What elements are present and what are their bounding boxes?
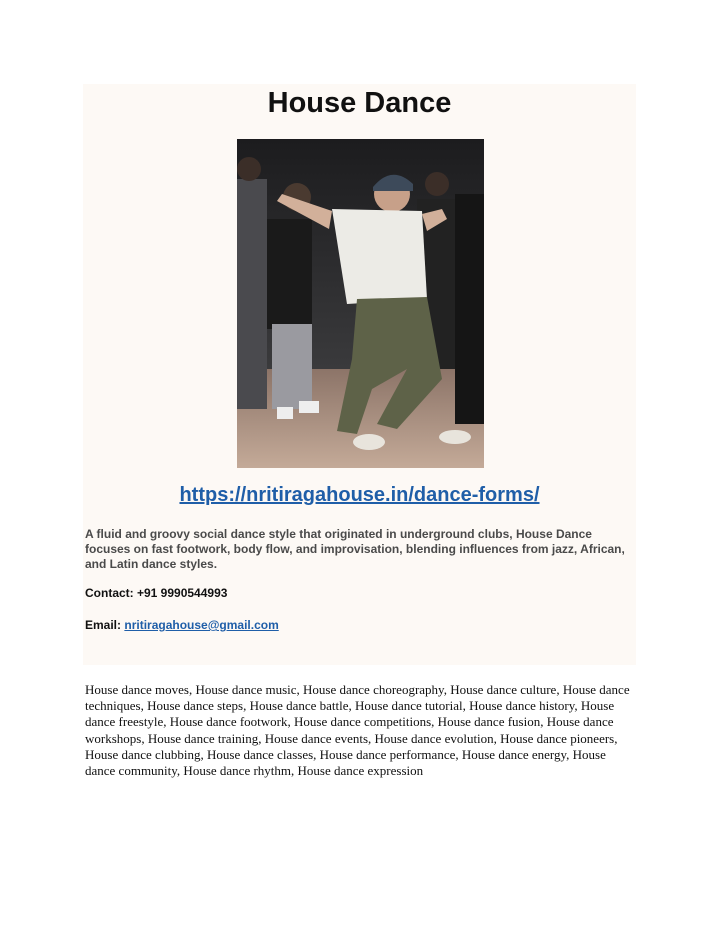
description-text: A fluid and groovy social dance style that originated in underground clubs, House Dance focuses on fast footwork, body flow, and improvisation, blending influences from jazz, African, and Latin dance styles.: [85, 527, 625, 571]
dance-forms-link[interactable]: https://nritiragahouse.in/dance-forms/: [179, 484, 540, 506]
dancer-illustration: [237, 139, 484, 468]
email-label: Email:: [85, 618, 122, 632]
dancer-photo: [237, 139, 484, 468]
keywords-text: House dance moves, House dance music, House dance choreography, House dance culture, House dance techniques, House dance steps, House dance battle, House dance tutorial, House dance history, House dance freestyle, House dance footwork, House dance competitions, House dance fusion, House dance workshops, House dance training, House dance events, House dance evolution, House dance pioneers, House dance clubbing, House dance classes, House dance performance, House dance energy, House dance community, House dance rhythm, House dance expression: [85, 682, 630, 779]
content-card: [83, 84, 636, 665]
contact-text: Contact: +91 9990544993: [85, 586, 228, 600]
page-title: House Dance: [267, 87, 452, 119]
email-line: [85, 618, 279, 632]
email-link[interactable]: nritiragahouse@gmail.com: [124, 618, 279, 632]
